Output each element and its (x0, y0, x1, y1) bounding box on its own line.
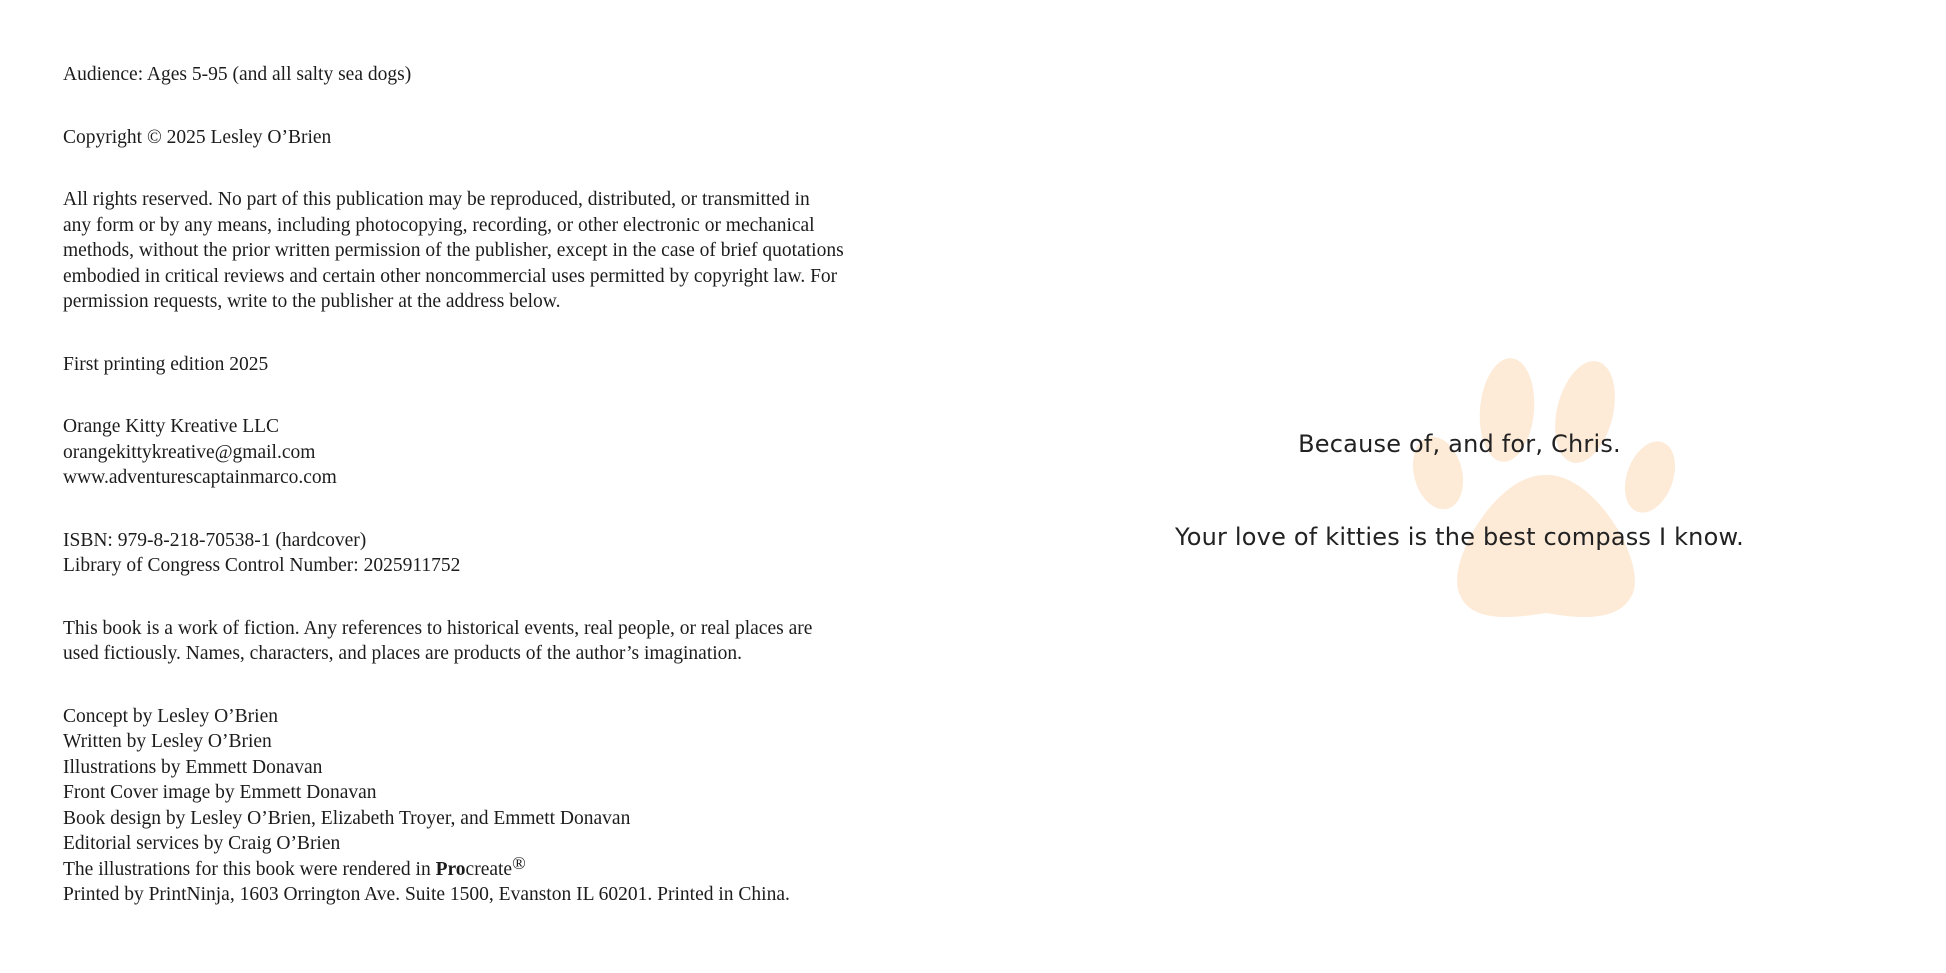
fiction-block (63, 616, 933, 667)
registered-mark: ® (512, 852, 526, 873)
copyright-page (63, 62, 933, 945)
credit-front-cover: Front Cover image by Emmett Donavan (63, 782, 377, 803)
publisher-email: orangekittykreative@gmail.com (63, 441, 316, 463)
credit-concept: Concept by Lesley O’Brien (63, 705, 278, 727)
credit-editorial: Editorial services by Craig O’Brien (63, 833, 341, 854)
edition-text: First printing edition 2025 (63, 353, 269, 375)
fiction-line: used fictiously. Names, characters, and places are products of the author’s imagination. (63, 643, 743, 664)
credit-written: Written by Lesley O’Brien (63, 731, 272, 752)
edition-block (63, 352, 933, 378)
rendered-prefix: The illustrations for this book were rendered in (63, 858, 436, 880)
credit-illustrations: Illustrations by Emmett Donavan (63, 756, 323, 778)
paw-print-icon (1400, 355, 1690, 620)
rights-line: permission requests, write to the publisher at the address below. (63, 291, 561, 312)
publisher-name: Orange Kitty Kreative LLC (63, 416, 280, 437)
publisher-website: www.adventurescaptainmarco.com (63, 467, 337, 488)
credit-book-design: Book design by Lesley O’Brien, Elizabeth Troyer, and Emmett Donavan (63, 807, 631, 829)
isbn-text: ISBN: 979-8-218-70538-1 (hardcover) (63, 529, 367, 551)
rights-line: methods, without the prior written permission of the publisher, except in the case of brief quotations (63, 240, 844, 261)
copyright-text: Copyright © 2025 Lesley O’Brien (63, 126, 332, 148)
credits-block (63, 704, 933, 908)
credit-rendered (63, 852, 933, 883)
publisher-block (63, 414, 933, 491)
lccn-text: Library of Congress Control Number: 2025911752 (63, 555, 461, 576)
dedication-line-1: Because of, and for, Chris. (1298, 430, 1621, 458)
dedication-line-2: Your love of kitties is the best compass I know. (1175, 523, 1744, 551)
rights-line: embodied in critical reviews and certain other noncommercial uses permitted by copyright law. For (63, 265, 838, 287)
credit-printed: Printed by PrintNinja, 1603 Orrington Ave. Suite 1500, Evanston IL 60201. Printed in China. (63, 884, 790, 905)
audience-text: Audience: Ages 5-95 (and all salty sea dogs) (63, 64, 412, 85)
audience-block (63, 62, 933, 88)
identifiers-block (63, 528, 933, 579)
copyright-block (63, 125, 933, 151)
procreate-rest: create (465, 858, 513, 880)
procreate-bold: Pro (435, 858, 466, 880)
rights-line: All rights reserved. No part of this publication may be reproduced, distributed, or transmitted in (63, 189, 810, 210)
fiction-line: This book is a work of fiction. Any references to historical events, real people, or real places are (63, 617, 813, 639)
rights-line: any form or by any means, including photocopying, recording, or other electronic or mechanical (63, 214, 815, 236)
rights-block (63, 187, 933, 315)
